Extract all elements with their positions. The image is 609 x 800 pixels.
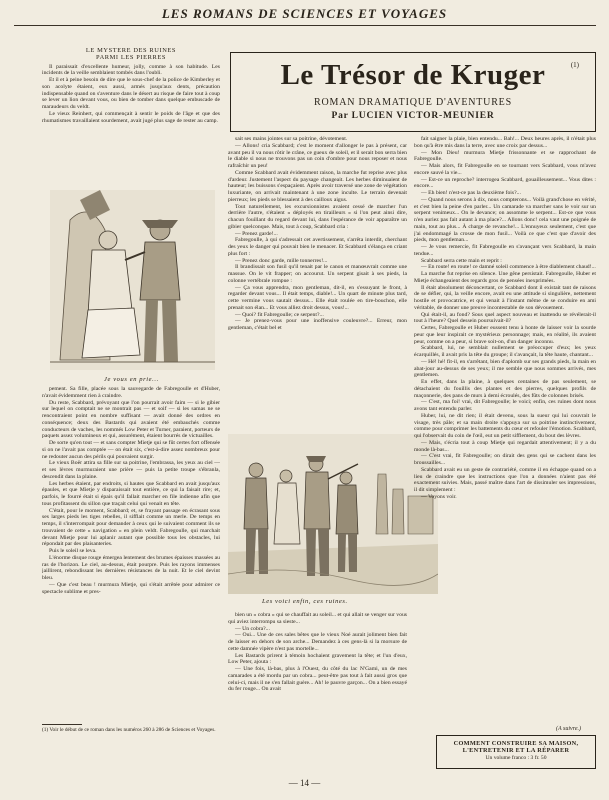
caption-illustration-1: Je vous en prie... bbox=[104, 376, 159, 383]
advert-line-3: Un volume franco : 3 fr. 50 bbox=[485, 755, 547, 761]
footnote-rule bbox=[42, 724, 82, 725]
paragraph: — Oui... Une de ces sales bêtes que le vieux Noé aurait joliment bien fait de laisser en dehors de son arche... Demandez à ces gens-là si la morsure de cette damnée vipère n'est pas mortelle... bbox=[228, 632, 407, 652]
column-3 bbox=[414, 136, 596, 726]
paragraph: — Ça vous apprendra, mon gentleman, dit-il, en s'essuyant le front, à regarder devant vous... Il était temps, diable!... Un quart de minute plus tard, cette vermine vous sautait dessus... Elle était roulée en tire-bouchon, elle prenait son élan... Et vous alliez droit dessus, vous!... bbox=[228, 284, 407, 311]
paragraph: Il paraissait d'excellente humeur, jolly, comme à son habitude. Les incidents de la veille semblaient tombés dans l'oubli. bbox=[42, 63, 220, 77]
paragraph: Tout naturellement, les excursionnistes avaient cessé de marcher l'un derrière l'autre, s'étaient « déployés en tirailleurs » si l'on peut ainsi dire, chacun fouillant du regard devant lui, dans l'espérance de voir apparaître un gibier quelconque. Mais, tout à coup, Scabbard cria : bbox=[228, 203, 407, 230]
paragraph: Scabbard, lui, ne semblait nullement se préoccuper d'eux; les yeux écarquillés, il avait pris la tête du groupe; il s'avançait, la tête haute, chantant... bbox=[414, 345, 596, 358]
footnote: (1) Voir le début de ce roman dans les numéros 260 à 286 de Sciences et Voyages. bbox=[42, 727, 216, 733]
caption-illustration-2: Les voici enfin, ces ruines. bbox=[262, 598, 348, 605]
paragraph: — Est-ce un reproche? interrogea Scabbard, gouailleusement... Vous dites : encore... bbox=[414, 176, 596, 190]
paragraph: L'énorme disque rouge émergea lentement des brumes épaisses massées au ras de l'horizon. Le ciel, au-dessus, était pourpre. Puis les rayons immenses jaillirent, rebondissant les dernières résistances de la nuit. Et le ciel devint bleu. bbox=[42, 554, 220, 581]
engraving-ruins-scene bbox=[228, 434, 438, 594]
paragraph: Qui était-il, au fond? Sous quel aspect nouveau et inattendu se révélerait-il tout à l'heure? Quel dessein poursuivait-il? bbox=[414, 311, 596, 325]
paragraph: Fabregoulle, à qui s'adressait cet avertissement, s'arrêta interdit, cherchant des yeux le danger qui pouvait bien le menacer. Et Scabbard s'élança en criant plus fort : bbox=[228, 237, 407, 257]
paragraph: La marche fut reprise en silence. Une gêne persistait. Fabregoulle, Huber et Mietje échangeaient des regards gros de pensées inexprimées. bbox=[414, 271, 596, 284]
paragraph: Il brandissait son fusil qu'il tenait par le canon et manœuvrait comme une massue. On le vit frapper; on accourut. Un serpent gisait à ses pieds, la colonne vertébrale rompue : bbox=[228, 264, 407, 284]
paragraph: Du reste, Scabbard, prévoyant que l'on pourrait avoir faim — si le gibier sur lequel on comptait ne se montrait pas — et soif — si les samas ne se rencontraient point en nombre suffisant — avait donné des ordres en conséquence; deux des Bastards qui avaient été embauchés comme conducteurs de vaches, les nommés Low Peter et Turner, paraient, porteurs de paquets assez volumineux et qui, assurément, étaient bourrés de victuailles. bbox=[42, 399, 220, 440]
paragraph: Le vieux Reinhert, qui commençait à sentir le poids de l'âge et que des rhumatismes travaillaient sourdement, avait jugé plus sage de rester au camp. bbox=[42, 110, 220, 124]
paragraph: — Eh bien! n'est-ce pas la deuxième fois?... bbox=[421, 190, 521, 196]
paragraph: Les Bastards prirent à témoin hochaient gravement la tête; et l'un d'eux, Low Peter, ajouta : bbox=[228, 652, 407, 666]
paragraph: — Mais, s'écria tout à coup Mietje qui regardait attentivement; il y a du monde là-bas... bbox=[414, 439, 596, 453]
paragraph: De sorte qu'en tout — et sans compter Mietje qui se fût certes fort offensée si on ne l'avait pas comptée — on était six, c'est-à-dire assez nombreux pour ne redouter aucun des périls qui pouvaient surgir. bbox=[42, 440, 220, 460]
novel-author: Par LUCIEN VICTOR-MEUNIER bbox=[331, 111, 495, 121]
advert-box bbox=[436, 735, 596, 769]
title-footnote-mark: (1) bbox=[570, 61, 579, 69]
paragraph: sait ses mains jointes sur sa poitrine, dévotement. bbox=[235, 136, 348, 142]
paragraph: — Quoi? fit Fabregoulle; ce serpent?... bbox=[235, 311, 324, 318]
advert-line-1: COMMENT CONSTRUIRE SA MAISON, bbox=[453, 740, 579, 747]
paragraph: Les herbes étaient, par endroits, si hautes que Scabbard en avait jusqu'aux épaules, et que Mietje y disparaissait tout entière, ce qui la faisait rire; et, parfois, le fourré était si épais qu'il fallait marcher en file indienne afin que tous profitassent du sillon que traçait celui qui venait en tête. bbox=[42, 480, 220, 507]
paragraph: — Un cobra?... bbox=[235, 625, 270, 632]
running-head: LES ROMANS DE SCIENCES ET VOYAGES bbox=[161, 6, 448, 21]
paragraph: Certes, Fabregoulle et Huber eussent tenu à honte de laisser voir la sourde peur que leur inspirait ce mystérieux personnage; mais, en réalité, ils avaient peur, comme on a peur, si brave soit-on, d'un danger inconnu. bbox=[414, 325, 596, 345]
paragraph: — Prenez donc garde, mille tonnerres!... bbox=[235, 257, 328, 264]
advert-line-2: L'ENTRETENIR ET LA RÉPARER bbox=[462, 747, 570, 754]
paragraph: Il était absolument déconcertant, ce Scabbard dont il existait tant de raisons de se défier, qui, la veille encore, avait eu une attitude si singulière, nettement hostile et provocatrice, et qui venait à l'instant même de se conduire en ami véritable, de donner une preuve incontestable de son dévouement. bbox=[414, 284, 596, 311]
paragraph: — C'est, ma foi! vrai, dit Fabregoulle; le voici; enfin, ces ruines dont nous avons tant entendu parler. bbox=[414, 399, 596, 412]
paragraph: — Allons! cria Scabbard; c'est le moment d'allonger le pas à présent, car avant peu il va nous rôtir le crâne, ce gueux de soleil, et il serait bon serra bien le diable si nous ne trouvons pas un coin d'ombre pour nous reposer et nous rafraîchir un peu! bbox=[228, 142, 407, 169]
paragraph: — Je vous remercie, fit Fabregoulle en s'avançant vers Scabbard, la main tendue... bbox=[414, 244, 596, 257]
paragraph: Et il et à peine besoin de dire que le sous-chef de la police de Kimberley et son acolyte étaient, eux aussi, armés jusqu'aux dents, précaution indispensable quand on s'aventure dans le désert au risque de faire tout à coup se lever un lion devant vous, ou bien de tomber dans quelque embuscade de maraudeurs du veldt. bbox=[42, 77, 220, 110]
column-2-bottom bbox=[228, 612, 407, 770]
novel-subtitle: ROMAN DRAMATIQUE D'AVENTURES bbox=[314, 97, 512, 108]
novel-title: Le Trésor de Kruger bbox=[280, 59, 546, 91]
paragraph: — Hé! hé! fit-il, en s'arrêtant, bien d'aplomb sur ses grands pieds, la main en abat-jour au-dessus de ses yeux; il me semble que nous sommes arrivés, mes gentlemen. bbox=[414, 358, 596, 379]
paragraph: En effet, dans la plaine, à quelques centaines de pas seulement, se détachaient du fouillis des plantes et des pierres, quelques profils de maçonnerie, des pans de murs à demi écroulés, des fûts de colonnes brisés. bbox=[414, 379, 596, 399]
paragraph: bien un « cobra » qui se chauffait au soleil... et qui allait se venger sur vous qui aviez interrompu sa sieste... bbox=[228, 612, 407, 625]
paragraph: C'était, pour le moment, Scabbard; et, se frayant passage en écrasant sous ses larges pieds les tiges rebelles, il sifflait comme un merle. De temps en temps, il s'interrompait pour demander à ceux qui le suivaient comment ils se trouvaient de cette « navigation » en plein veldt. Fabregoulle, qui marchait devant Mietje pour lui aplanir autant que possible tous les obstacles, lui répondait par des plaisanteries. bbox=[42, 507, 220, 548]
paragraph: Puis le soleil se leva. bbox=[49, 548, 97, 554]
paragraph: — Je prenez-vous pour une inoffensive couleuvre?... Erreur, mon gentleman, c'était bel et bbox=[228, 318, 407, 331]
paragraph: — Que c'est beau ! murmura Mietje, qui s'était arrêtée pour admirer ce spectacle sublime et pres- bbox=[42, 581, 220, 595]
paragraph: Le vieux Boër attira sa fille sur sa poitrine, l'embrassa, les yeux au ciel — et ses lèvres murmuraient une prière — puis la petite troupe s'ébranla, descendit dans la plaine. bbox=[42, 460, 220, 480]
paragraph: Scabbard avait eu un geste de contrariété, comme il en échappe quand on a lieu de craindre que les instructions que l'on a données n'aient pas été exactement suivies. Mais, passé maître dans l'art de dissimuler ses impressions, il dit simplement : bbox=[414, 466, 596, 493]
column-2-top bbox=[228, 136, 407, 431]
illustration-man-and-girl bbox=[50, 190, 215, 370]
a-suivre: (A suivre.) bbox=[556, 726, 581, 732]
paragraph: — Quand nous serons à dix, nous compterons... Voilà grand'chose en vérité, et c'est bien la peine d'en parler... Un camarade va marcher sans le voir sur un serpent venimeux... On le devance; on assomme le serpent... Est-ce que vous n'en auriez pas fait autant à ma place?... Allons donc! cela vaut une poignée de main, tout au plus... À charge de revanche!... L'ennuyeux seulement, c'est que j'ai endommagé la crosse de mon fusil... Voilà ce que c'est que d'avoir des pieds, mon gentleman... bbox=[414, 196, 596, 244]
section-heading: LE MYSTÈRE DES RUINES PARMI LES PIERRES bbox=[85, 48, 177, 61]
header-rule bbox=[14, 25, 596, 26]
paragraph: — Mon Dieu! murmura Mietje frissonnante et se rapprochant de Fabregoulle. bbox=[414, 149, 596, 163]
paragraph: — Voyons voir. bbox=[421, 493, 457, 500]
paragraph: — En route! en route! ce damné soleil commence à être diablement chaud!... bbox=[421, 264, 596, 271]
paragraph: pement. Sa fille, placée sous la sauvegarde de Fabregoulle et d'Huber, n'avait évidemment rien à craindre. bbox=[42, 386, 220, 399]
paragraph: Comme Scabbard avait évidemment raison, la marche fut reprise avec plus d'ardeur. Justement l'aspect du paysage changeait. Les herbes diminuaient de hauteur; les buissons s'espaçaient. Après avoir traversé une zone de végétation luxuriante, on arrivait maintenant à une zone inculte. Le terrain devenait pierreux; les pieds se blessaient à des cailloux aigus. bbox=[228, 169, 407, 203]
engraving-figures bbox=[50, 190, 215, 370]
title-block bbox=[230, 52, 596, 132]
paragraph: Scabbard serra cette main et reprit : bbox=[421, 257, 502, 264]
illustration-ruins bbox=[228, 434, 438, 594]
column-1-top bbox=[42, 48, 220, 188]
paragraph: fait saigner la plaie, bien entendu... Bah!... Deux heures après, il n'était plus bon qu'à être mis dans la terre, avec une croix par dessus... bbox=[414, 136, 596, 149]
page-number: — 14 — bbox=[288, 778, 321, 788]
paragraph: — C'est vrai, fit Fabregoulle; on dirait des gens qui se cachent dans les broussailles... bbox=[414, 453, 596, 466]
paragraph: — Une fois, là-bas, plus à l'Ouest, du côté du lac N'Gami, un de mes camarades a été mordu par un cobra... peut-être pas tout à fait aussi gros que celui-ci, mais il ne s'en fallait guère... Ah! le pauvre garçon... On a bien essayé du fer rouge... On avait bbox=[228, 666, 407, 693]
column-1-bottom bbox=[42, 386, 220, 720]
paragraph: — Mais alors, fit Fabregoulle en se tournant vers Scabbard, vous m'avez encore sauvé la vie... bbox=[414, 163, 596, 176]
paragraph: — Prenez garde!... bbox=[235, 230, 278, 237]
paragraph: Huber, lui, ne dit rien; il était devenu, sous la sueur qui lui couvrait le visage, très pâle; et sa main droite s'appuya sur sa poitrine instinctivement, comme pour comprimer les battements du cœur et refouler l'émotion. Scabbard, qui l'observait du coin de l'œil, eut un petit sifflement, du bout des lèvres. bbox=[414, 412, 596, 439]
